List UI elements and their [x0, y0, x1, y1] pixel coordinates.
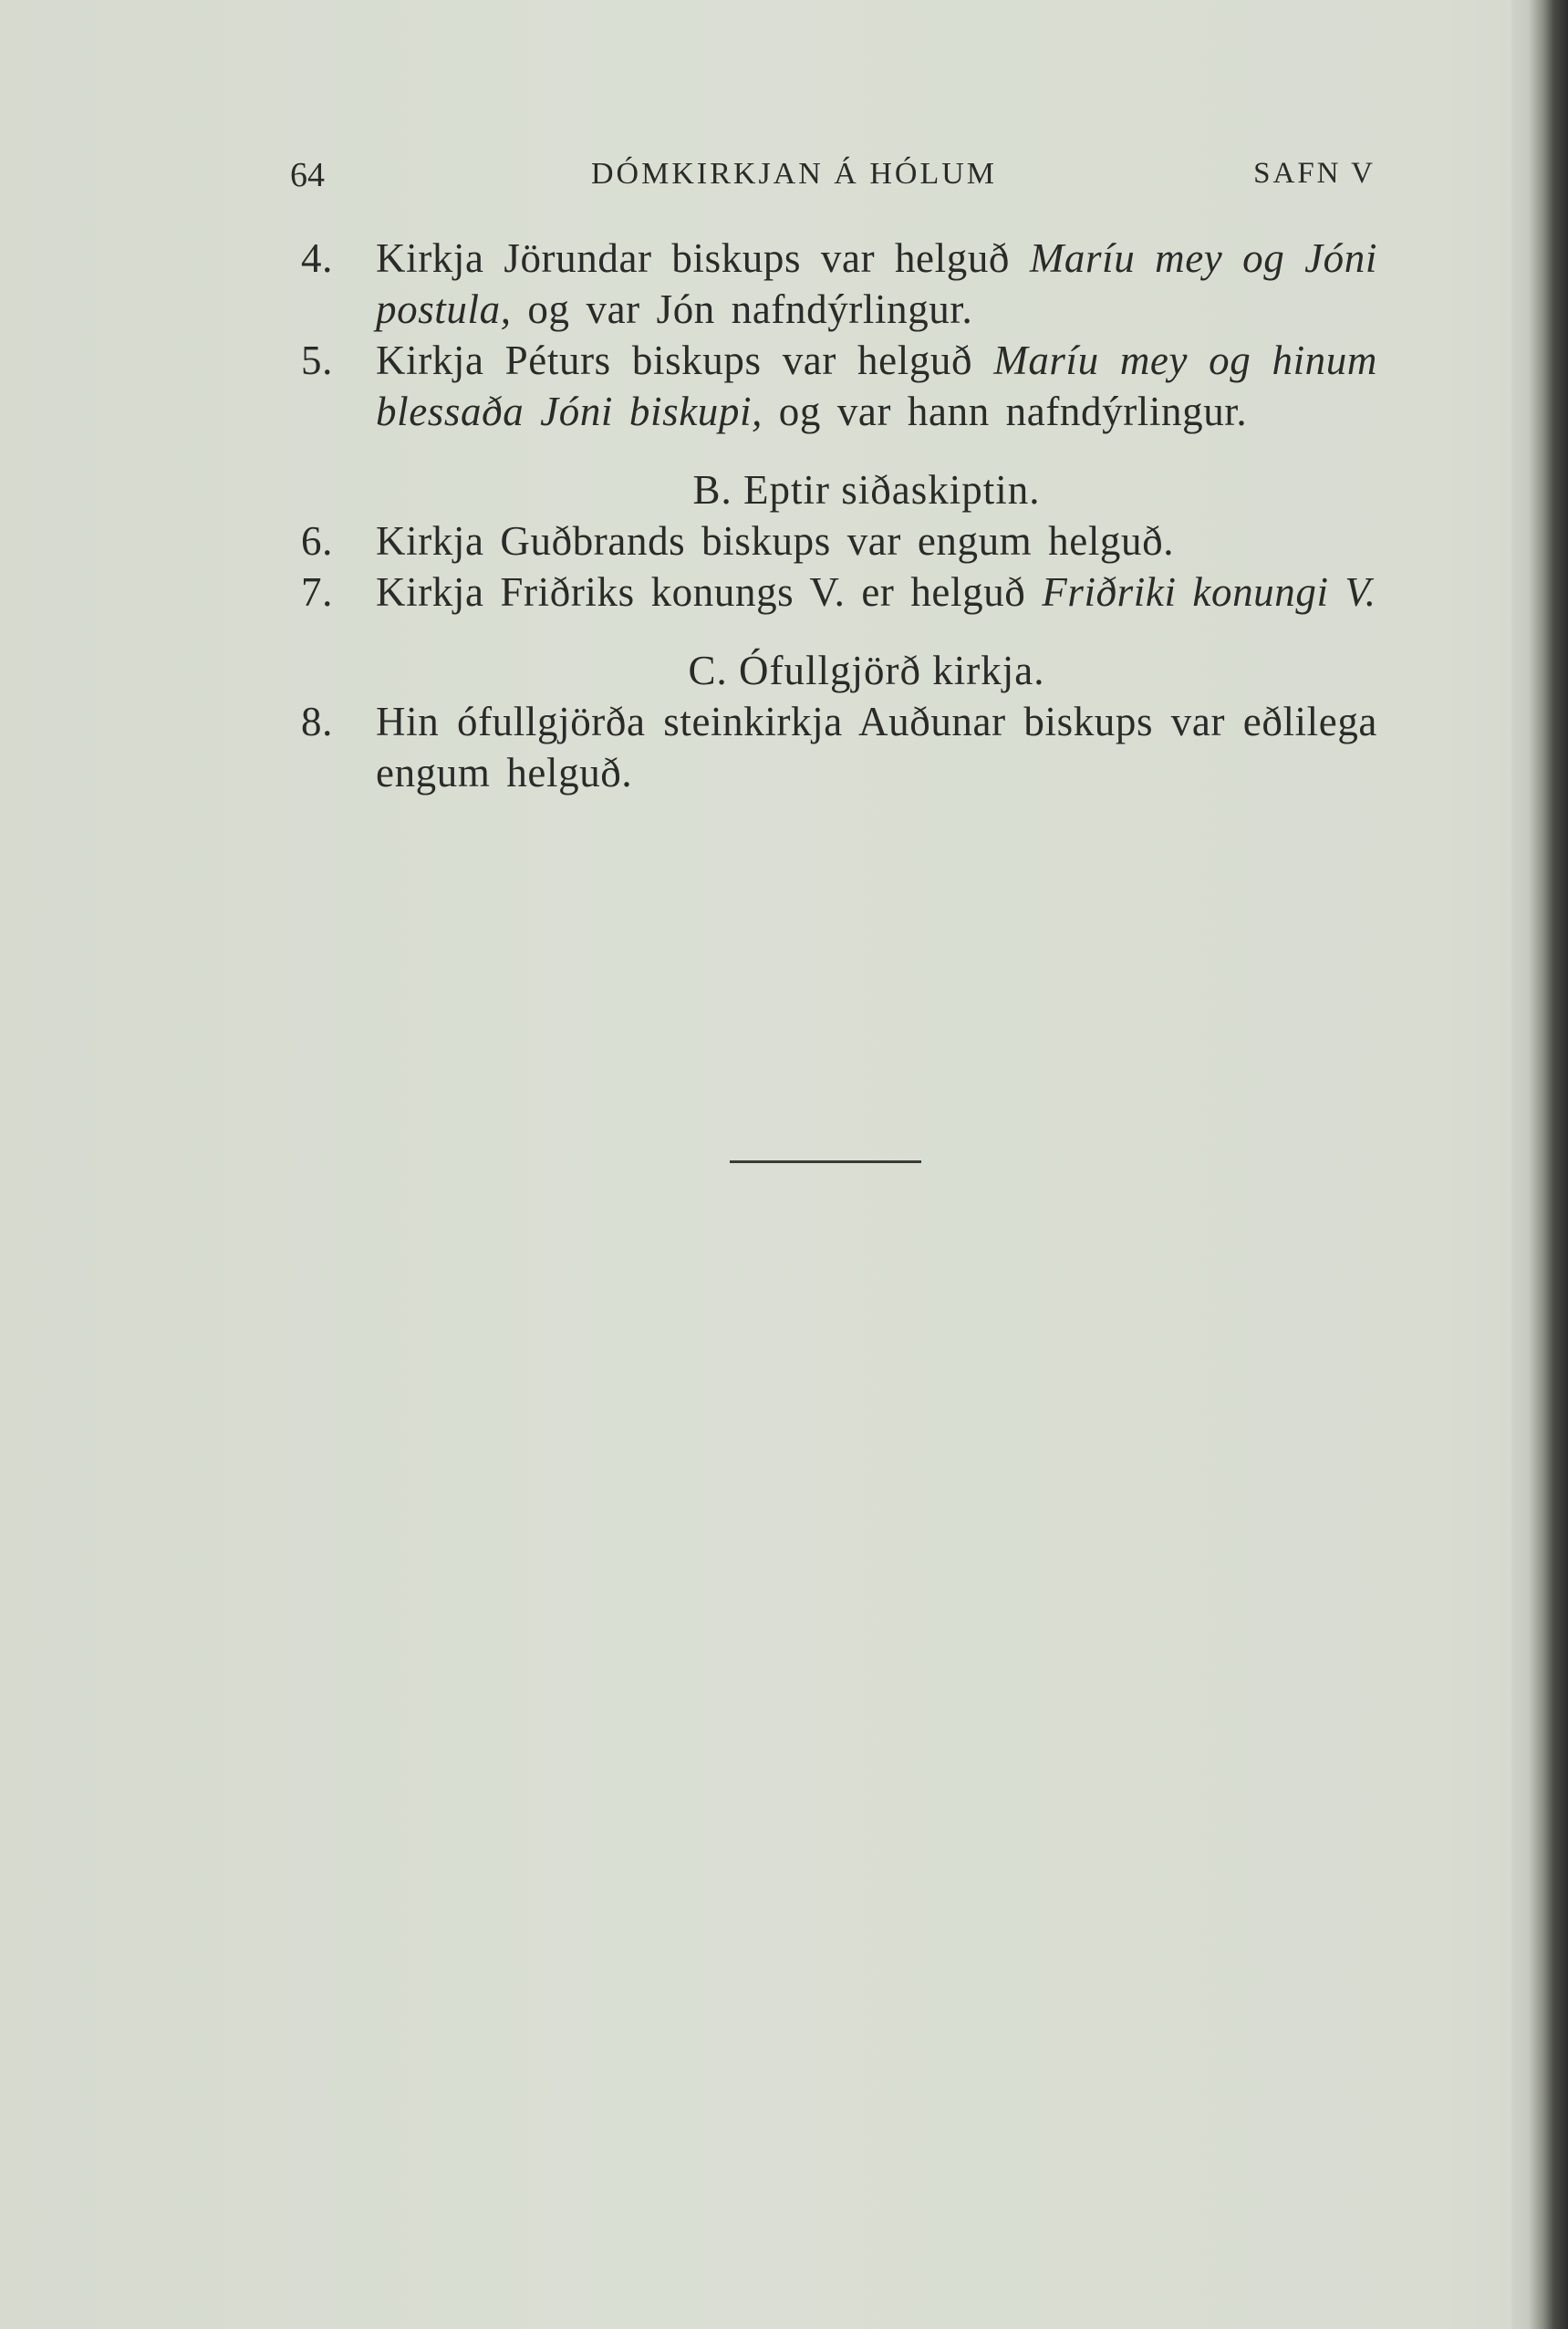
list-item-6: [301, 515, 1377, 567]
series-label: SAFN V: [1253, 157, 1376, 190]
list-item-4: [301, 233, 1377, 335]
item-text: Kirkja Jörundar biskups var helguð Maríu mey og Jóni postula, og var Jón nafndýrlingur.: [376, 235, 1377, 332]
section-heading-c: C. Ófullgjörð kirkja.: [688, 648, 1045, 693]
item-number: 6.: [301, 518, 333, 564]
book-title: DÓMKIRKJAN Á HÓLUM: [591, 157, 997, 191]
page-binding-edge: [1511, 0, 1568, 2329]
item-number: 5.: [301, 338, 333, 383]
page-body: [301, 233, 1377, 798]
item-number: 4.: [301, 235, 333, 281]
item-text: Hin ófullgjörða steinkirkja Auðunar biskups var eðlilega engum helguð.: [376, 699, 1377, 795]
running-header: [290, 155, 1376, 210]
list-item-8: [301, 696, 1377, 798]
item-number: 8.: [301, 699, 333, 744]
item-text: Kirkja Péturs biskups var helguð Maríu mey og hinum blessaða Jóni biskupi, og var hann nafndýrlingur.: [376, 338, 1377, 434]
list-item-5: [301, 335, 1377, 437]
end-rule: [730, 1160, 921, 1163]
section-heading-b: B. Eptir siðaskiptin.: [692, 467, 1041, 513]
item-number: 7.: [301, 569, 333, 615]
item-text: Kirkja Guðbrands biskups var engum helguð.: [376, 518, 1175, 564]
page-number: 64: [290, 156, 325, 194]
list-item-7: [301, 567, 1377, 618]
item-text: Kirkja Friðriks konungs V. er helguð Friðriki konungi V.: [376, 569, 1376, 615]
